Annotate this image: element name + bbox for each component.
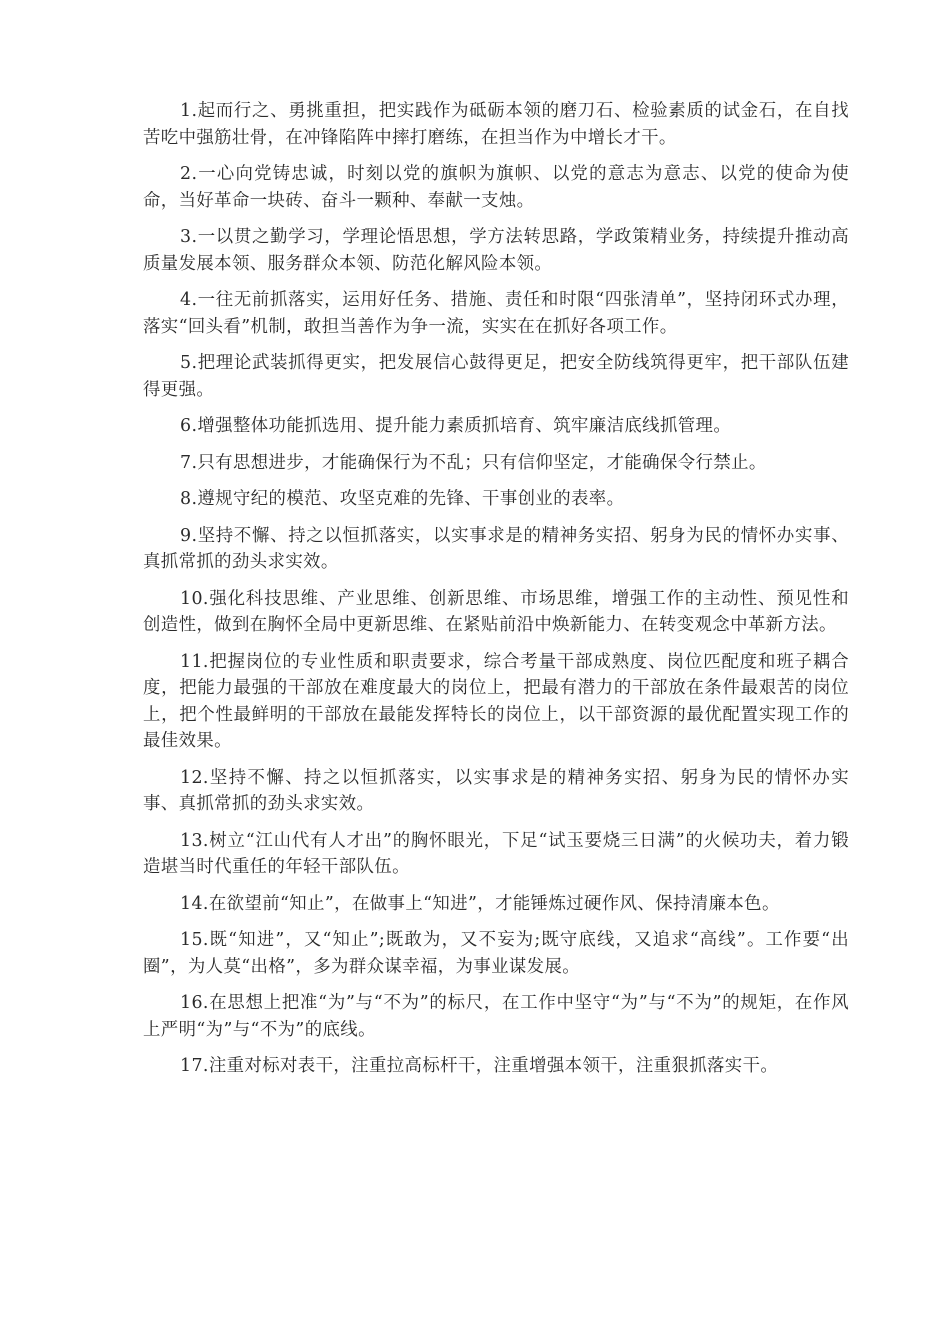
paragraph-17: 17.注重对标对表干，注重拉高标杆干，注重增强本领干，注重狠抓落实干。 (180, 1056, 779, 1076)
paragraph-11: 11.把握岗位的专业性质和职责要求，综合考量干部成熟度、岗位匹配度和班子耦合度，把能力最强的干部放在难度最大的岗位上，把最有潜力的干部放在条件最艰苦的岗位上，把个性最鲜明的干部放在最能发挥特长的岗位上，以干部资源的最优配置实现工作的最佳效果。 (143, 651, 849, 751)
paragraph-9: 9.坚持不懈、持之以恒抓落实，以实事求是的精神务实招、躬身为民的情怀办实事、真抓常抓的劲头求实效。 (143, 525, 849, 572)
document-body (143, 98, 849, 1090)
paragraph-13: 13.树立“江山代有人才出”的胸怀眼光，下足“试玉要烧三日满”的火候功夫，着力锻造堪当时代重任的年轻干部队伍。 (143, 830, 849, 877)
paragraph-12: 12.坚持不懈、持之以恒抓落实，以实事求是的精神务实招、躬身为民的情怀办实事、真抓常抓的劲头求实效。 (143, 767, 849, 814)
paragraph-14: 14.在欲望前“知止”，在做事上“知进”，才能锤炼过硬作风、保持清廉本色。 (180, 893, 780, 914)
paragraph-15: 15.既“知进”，又“知止”;既敢为，又不妄为;既守底线，又追求“高线”。工作要“出圈”，为人莫“出格”，多为群众谋幸福，为事业谋发展。 (143, 930, 849, 977)
paragraph-10: 10.强化科技思维、产业思维、创新思维、市场思维，增强工作的主动性、预见性和创造性，做到在胸怀全局中更新思维、在紧贴前沿中焕新能力、在转变观念中革新方法。 (143, 588, 849, 635)
paragraph-4: 4.一往无前抓落实，运用好任务、措施、责任和时限“四张清单”，坚持闭环式办理，落实“回头看”机制，敢担当善作为争一流，实实在在抓好各项工作。 (143, 290, 849, 337)
paragraph-3: 3.一以贯之勤学习，学理论悟思想，学方法转思路，学政策精业务，持续提升推动高质量发展本领、服务群众本领、防范化解风险本领。 (143, 227, 849, 274)
paragraph-1: 1.起而行之、勇挑重担，把实践作为砥砺本领的磨刀石、检验素质的试金石，在自找苦吃中强筋壮骨，在冲锋陷阵中摔打磨练，在担当作为中增长才干。 (143, 101, 849, 148)
paragraph-16: 16.在思想上把准“为”与“不为”的标尺，在工作中坚守“为”与“不为”的规矩，在作风上严明“为”与“不为”的底线。 (143, 993, 849, 1040)
paragraph-2: 2.一心向党铸忠诚，时刻以党的旗帜为旗帜、以党的意志为意志、以党的使命为使命，当好革命一块砖、奋斗一颗种、奉献一支烛。 (143, 164, 849, 211)
paragraph-8: 8.遵规守纪的模范、攻坚克难的先锋、干事创业的表率。 (180, 489, 625, 509)
paragraph-7: 7.只有思想进步，才能确保行为不乱；只有信仰坚定，才能确保令行禁止。 (180, 452, 767, 473)
paragraph-5: 5.把理论武装抓得更实，把发展信心鼓得更足，把安全防线筑得更牢，把干部队伍建得更强。 (143, 353, 849, 400)
paragraph-6: 6.增强整体功能抓选用、提升能力素质抓培育、筑牢廉洁底线抓管理。 (180, 416, 732, 436)
